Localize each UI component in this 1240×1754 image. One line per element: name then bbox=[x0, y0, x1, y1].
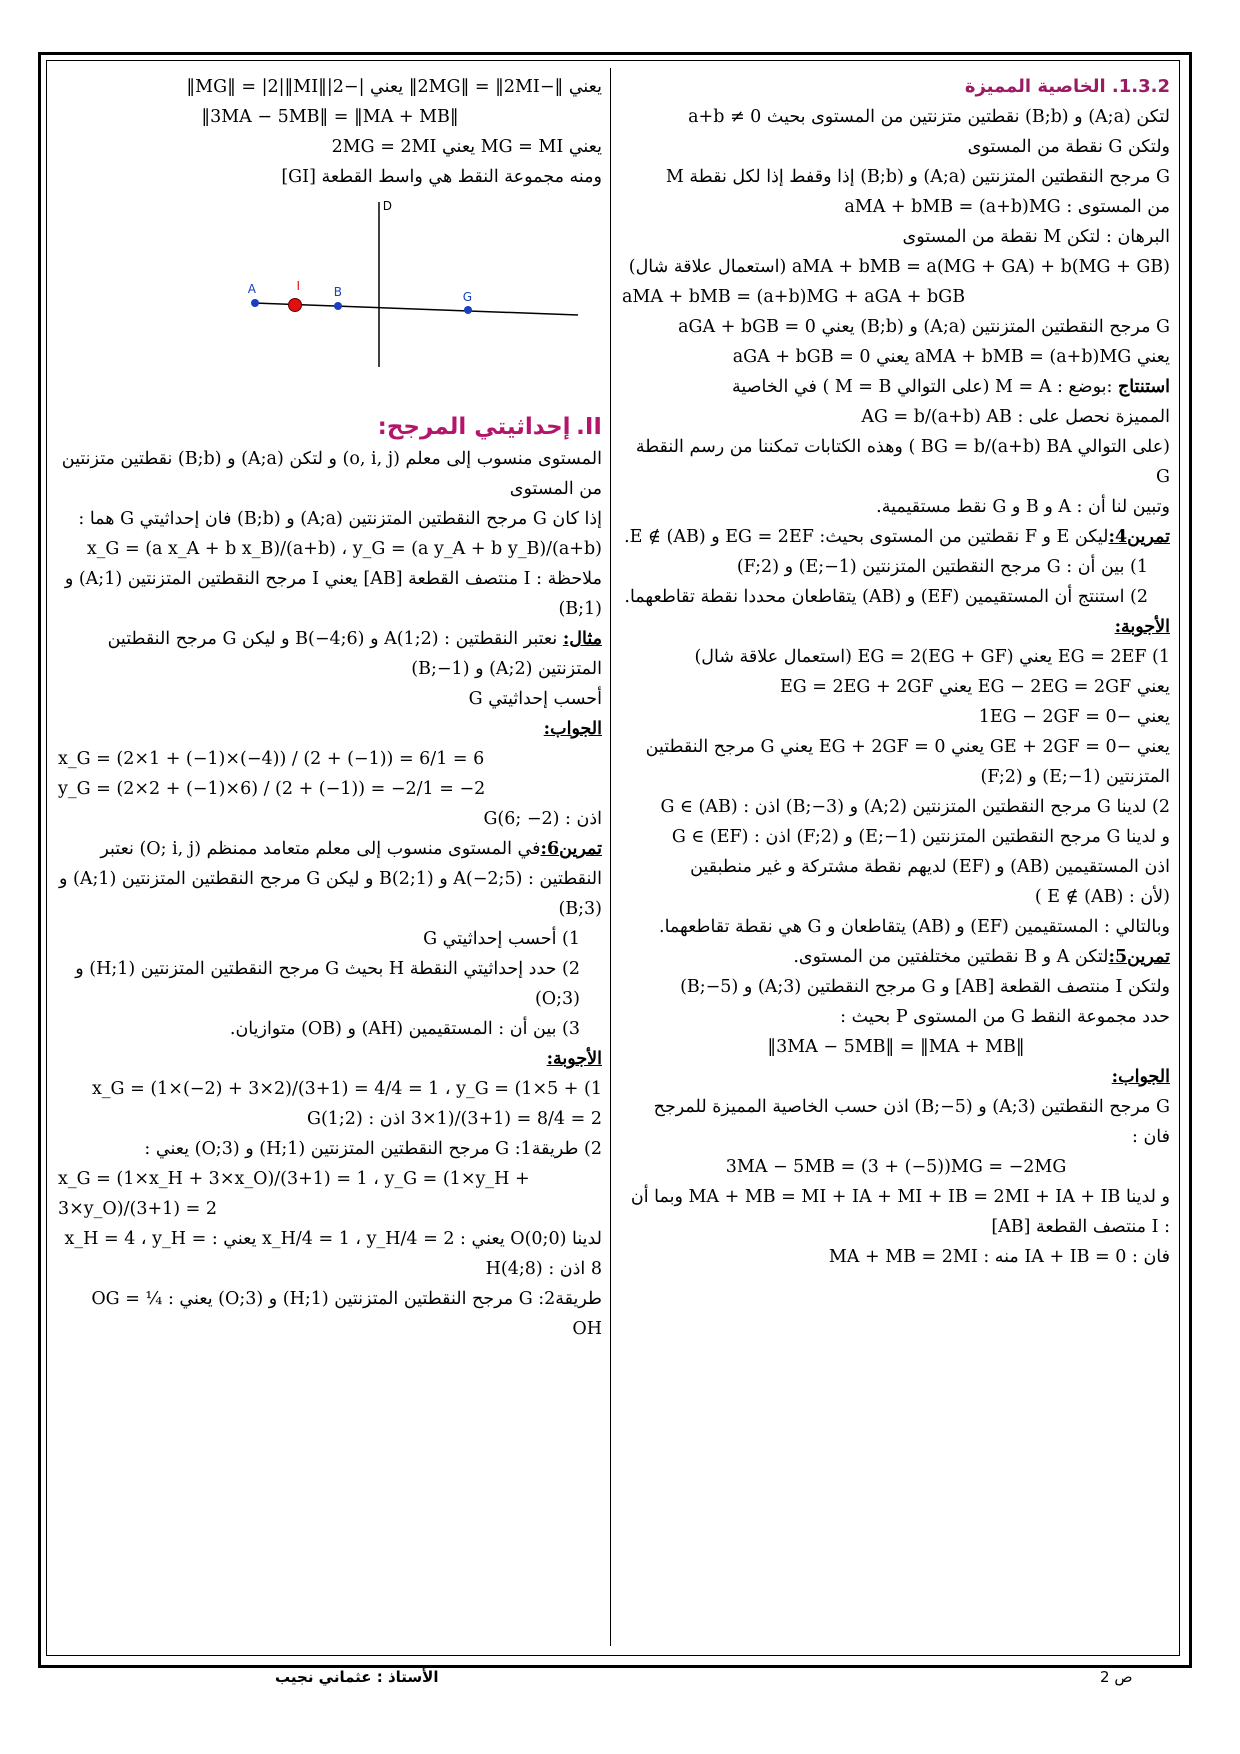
proof-step-3: G مرجح النقطتين المتزنتين (A;a) و (B;b) يعني aGA + bGB = 0 bbox=[678, 317, 1170, 337]
exercise6-answer-3: x_G = (1×x_H + 3×x_O)/(3+1) = 1 ، y_G = (1×y_H + 3×y_O)/(3+1) = 2 bbox=[58, 1169, 530, 1219]
property-formula: من المستوى : aMA + bMB = (a+b)MG bbox=[844, 197, 1170, 217]
label-g: G bbox=[462, 290, 472, 304]
point-b bbox=[334, 302, 342, 310]
page-number: ص 2 bbox=[1100, 1668, 1133, 1686]
exercise4-question-1: 1) بين أن : G مرجح النقطتين المتزنتين (E;−1) و (F;2) bbox=[736, 557, 1148, 577]
exercise5-text-2: ولتكن I منتصف القطعة [AB] و G مرجح النقطتين (A;3) و (B;−5) bbox=[680, 977, 1170, 997]
exercise6-statement bbox=[58, 834, 602, 924]
example-question: أحسب إحداثيتي G bbox=[468, 689, 602, 709]
label-d: D bbox=[382, 199, 392, 213]
exercise5-answer-1: G مرجح النقطتين (A;3) و (B;−5) اذن حسب الخاصية المميزة للمرجح فان : bbox=[653, 1097, 1170, 1147]
intro-line-1: لتكن (A;a) و (B;b) نقطتين متزنتين من المستوى بحيث a+b ≠ 0 bbox=[688, 107, 1170, 127]
example-result: اذن : G(6; −2) bbox=[483, 809, 602, 829]
exercise4-label: تمرين4: bbox=[1108, 527, 1170, 547]
exercise6-text: في المستوى منسوب إلى معلم متعامد ممنظم (O; i, j) نعتبر النقطتين : A(−2;5) و B(2;1) و ليكن G مرجح النقطتين المتزنتين (A;1) و (B;3) bbox=[58, 839, 602, 919]
exercise4-answer-1: 1) EG = 2EF يعني EG = 2(EG + GF) (استعمال علاقة شال) bbox=[694, 647, 1170, 667]
exercise5-answer-3: و لدينا MA + MB = MI + IA + MI + IB = 2MI + IA + IB وبما أن : I منتصف القطعة [AB] bbox=[630, 1187, 1170, 1237]
coordinates-paragraph-1: المستوى منسوب إلى معلم (o, i, j) و لتكن (A;a) و (B;b) نقطتين متزنتين من المستوى bbox=[61, 449, 602, 499]
continuation-line-3: يعني MG = MI يعني 2MG = 2MI bbox=[331, 137, 602, 157]
exercise4-answer-3: يعني −1EG − 2GF = 0 bbox=[978, 707, 1170, 727]
example-statement bbox=[58, 624, 602, 684]
point-g bbox=[464, 306, 472, 314]
property-statement: G مرجح النقطتين المتزنتين (A;a) و (B;b) إذا وقفط إذا لكل نقطة M bbox=[665, 167, 1170, 187]
exercise5-equation: ‖3MA − 5MB‖ = ‖MA + MB‖ bbox=[767, 1037, 1025, 1057]
conclusion-line-4: وتبين لنا أن : A و B و G نقط مستقيمية. bbox=[876, 497, 1170, 517]
exercise6-question-3: 3) بين أن : المستقيمين (AH) و (OB) متوازيان. bbox=[229, 1019, 580, 1039]
example-label: مثال: bbox=[562, 629, 602, 649]
coordinates-note: ملاحظة : I منتصف القطعة [AB] يعني I مرجح النقطتين المتزنتين (A;1) و (B;1) bbox=[64, 569, 602, 619]
label-a: A bbox=[247, 282, 256, 296]
proof-step-2: aMA + bMB = (a+b)MG + aGA + bGB bbox=[622, 287, 966, 307]
exercise4-answer-5: 2) لدينا G مرجح النقطتين المتزنتين (A;2) و (B;−3) اذن : G ∈ (AB) bbox=[660, 797, 1170, 817]
label-b: B bbox=[333, 285, 342, 299]
continuation-line-1: يعني ‖−2MG‖ = ‖2MI‖ يعني |−2|‖MG‖ = |2|‖MI‖ bbox=[186, 77, 602, 97]
conclusion-label: استنتاج bbox=[1118, 377, 1170, 397]
left-column bbox=[58, 72, 602, 1344]
exercise5-answer-4: فان : IA + IB = 0 منه : MA + MB = 2MI bbox=[828, 1247, 1170, 1267]
author-credit: الأستاذ : عثماني نجيب bbox=[275, 1668, 439, 1686]
exercise4-answers-label: الأجوبة: bbox=[1114, 617, 1170, 637]
continuation-line-2: ‖3MA − 5MB‖ = ‖MA + MB‖ bbox=[201, 107, 459, 127]
continuation-line-4: ومنه مجموعة النقط هي واسط القطعة [GI] bbox=[281, 167, 602, 187]
exercise4-answer-6: و لدينا G مرجح النقطتين المتزنتين (E;−1) و (F;2) اذن : G ∈ (EF) bbox=[671, 827, 1170, 847]
exercise6-answer-5: طريقة2: G مرجح النقطتين المتزنتين (H;1) و (O;3) يعني : OG = ¼ OH bbox=[91, 1289, 602, 1339]
proof-step-4: يعني aMA + bMB = (a+b)MG يعني aGA + bGB = 0 bbox=[732, 347, 1170, 367]
label-i: I bbox=[296, 279, 300, 293]
exercise5-answer-2: 3MA − 5MB = (3 + (−5))MG = −2MG bbox=[725, 1157, 1067, 1177]
exercise5-text: لتكن A و B نقطتين مختلفتين من المستوى. bbox=[793, 947, 1109, 967]
exercise5-answer-label: الجواب: bbox=[1111, 1067, 1170, 1087]
exercise5-statement bbox=[622, 942, 1170, 972]
intro-line-2: ولتكن G نقطة من المستوى bbox=[967, 137, 1170, 157]
exercise4-statement bbox=[622, 522, 1170, 552]
section-title-text: إحداثيتي المرجح: bbox=[377, 414, 571, 440]
exercise4-answer-2: يعني EG − 2EG = 2GF يعني EG = 2EG + 2GF bbox=[779, 677, 1170, 697]
example-text: نعتبر النقطتين : A(1;2) و B(−4;6) و ليكن G مرجح النقطتين المتزنتين (A;2) و (B;−1) bbox=[107, 629, 602, 679]
proof-step-1: aMA + bMB = a(MG + GA) + b(MG + GB) (استعمال علاقة شال) bbox=[628, 257, 1170, 277]
exercise6-answer-2: 2) طريقة1: G مرجح النقطتين المتزنتين (H;1) و (O;3) يعني : bbox=[144, 1139, 602, 1159]
conclusion-line-3: (على التوالي BG = b/(a+b) BA ) وهذه الكتابات تمكننا من رسم النقطة G bbox=[635, 437, 1170, 487]
exercise5-label: تمرين5: bbox=[1108, 947, 1170, 967]
section-number: II. bbox=[576, 414, 602, 440]
section-title-barycenter-coordinates bbox=[58, 412, 602, 444]
conclusion-text: :بوضع : M = A (على التوالي M = B ) في الخاصية bbox=[732, 377, 1113, 397]
perpendicular-bisector-figure bbox=[58, 192, 602, 402]
exercise4-answer-9: وبالتالي : المستقيمين (EF) و (AB) يتقاطعان و G هي نقطة تقاطعهما. bbox=[659, 917, 1170, 937]
example-answer-label: الجواب: bbox=[543, 719, 602, 739]
point-i bbox=[289, 299, 302, 312]
example-answer-xg: x_G = (2×1 + (−1)×(−4)) / (2 + (−1)) = 6/1 = 6 bbox=[58, 749, 485, 769]
exercise6-answers-label: الأجوبة: bbox=[546, 1049, 602, 1069]
conclusion-line-2: المميزة نحصل على : AG = b/(a+b) AB bbox=[861, 407, 1170, 427]
conclusion-line-1 bbox=[622, 372, 1170, 402]
exercise6-answer-4: لدينا O(0;0) يعني : x_H/4 = 1 ، y_H/4 = 2 يعني : x_H = 4 ، y_H = 8 اذن : H(4;8) bbox=[64, 1229, 602, 1279]
exercise4-answer-7: اذن المستقيمين (AB) و (EF) لديهم نقطة مشتركة و غير منطبقين bbox=[690, 857, 1170, 877]
coordinates-paragraph-2: إذا كان G مرجح النقطتين المتزنتين (A;a) و (B;b) فان إحداثيتي G هما : x_G = (a x_A + b x_B)/(a+b) ، y_G = (a y_A + b y_B)/(a+b) bbox=[78, 509, 602, 559]
column-divider bbox=[610, 68, 611, 1646]
exercise6-answer-1: 1) x_G = (1×(−2) + 3×2)/(3+1) = 4/4 = 1 ، y_G = (1×5 + 3×1)/(3+1) = 8/4 = 2 اذن : G(1;2) bbox=[91, 1079, 602, 1129]
exercise4-answer-8: (لأن : E ∉ (AB) ) bbox=[1034, 887, 1170, 907]
exercise6-question-1: 1) أحسب إحداثيتي G bbox=[423, 929, 580, 949]
right-column bbox=[622, 72, 1170, 1272]
section-title-characteristic-property: 1.3.2. الخاصية المميزة bbox=[964, 76, 1170, 97]
point-a bbox=[251, 299, 259, 307]
exercise4-answer-4: يعني −GE + 2GF = 0 يعني EG + 2GF = 0 يعني G مرجح النقطتين المتزنتين (E;−1) و (F;2) bbox=[645, 737, 1170, 787]
exercise5-question: حدد مجموعة النقط G من المستوى P بحيث : bbox=[840, 1007, 1170, 1027]
proof-title: البرهان : لتكن M نقطة من المستوى bbox=[902, 227, 1170, 247]
example-answer-yg: y_G = (2×2 + (−1)×6) / (2 + (−1)) = −2/1 = −2 bbox=[58, 779, 486, 799]
exercise4-text: ليكن E و F نقطتين من المستوى بحيث: EG = 2EF و E ∉ (AB). bbox=[624, 527, 1109, 547]
exercise4-question-2: 2) استنتج أن المستقيمين (EF) و (AB) يتقاطعان محددا نقطة تقاطعهما. bbox=[624, 587, 1148, 607]
exercise6-question-2: 2) حدد إحداثيتي النقطة H بحيث G مرجح النقطتين المتزنتين (H;1) و (O;3) bbox=[75, 959, 580, 1009]
exercise6-label: تمرين6: bbox=[540, 839, 602, 859]
